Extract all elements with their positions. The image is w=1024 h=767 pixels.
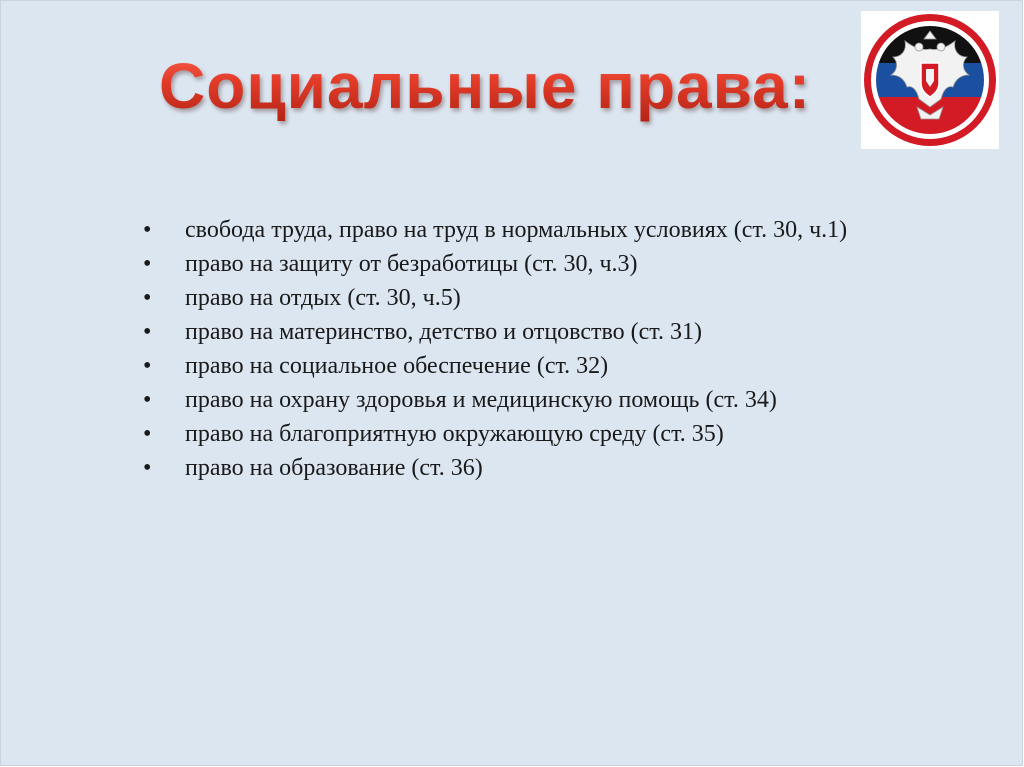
bullet: •	[143, 319, 152, 345]
bullet: •	[143, 421, 152, 447]
list-item-text: право на защиту от безработицы (ст. 30, ч.3)	[185, 251, 638, 277]
list-item	[141, 417, 941, 451]
list-item	[141, 315, 941, 349]
list-item-text: право на отдых (ст. 30, ч.5)	[185, 285, 461, 311]
slide-title: Социальные права:	[159, 41, 839, 131]
list-item	[141, 451, 941, 485]
dpr-coat-of-arms-icon	[861, 11, 999, 149]
list-item	[141, 247, 941, 281]
bullet: •	[143, 217, 152, 243]
list-item	[141, 383, 941, 417]
list-item-text: право на образование (ст. 36)	[185, 455, 483, 481]
list-item	[141, 281, 941, 315]
list-item-text: свобода труда, право на труд в нормальных условиях (ст. 30, ч.1)	[185, 217, 848, 243]
list-item	[141, 213, 941, 247]
list-item-text: право на благоприятную окружающую среду (ст. 35)	[185, 421, 724, 447]
bullet: •	[143, 353, 152, 379]
emblem-frame	[861, 11, 999, 149]
bullet: •	[143, 285, 152, 311]
list-item-text: право на материнство, детство и отцовство (ст. 31)	[185, 319, 702, 345]
list-item-text: право на охрану здоровья и медицинскую помощь (ст. 34)	[185, 387, 777, 413]
bullet: •	[143, 455, 152, 481]
bullet: •	[143, 387, 152, 413]
list-item	[141, 349, 941, 383]
bullet: •	[143, 251, 152, 277]
rights-list	[141, 213, 941, 485]
list-item-text: право на социальное обеспечение (ст. 32)	[185, 353, 609, 379]
